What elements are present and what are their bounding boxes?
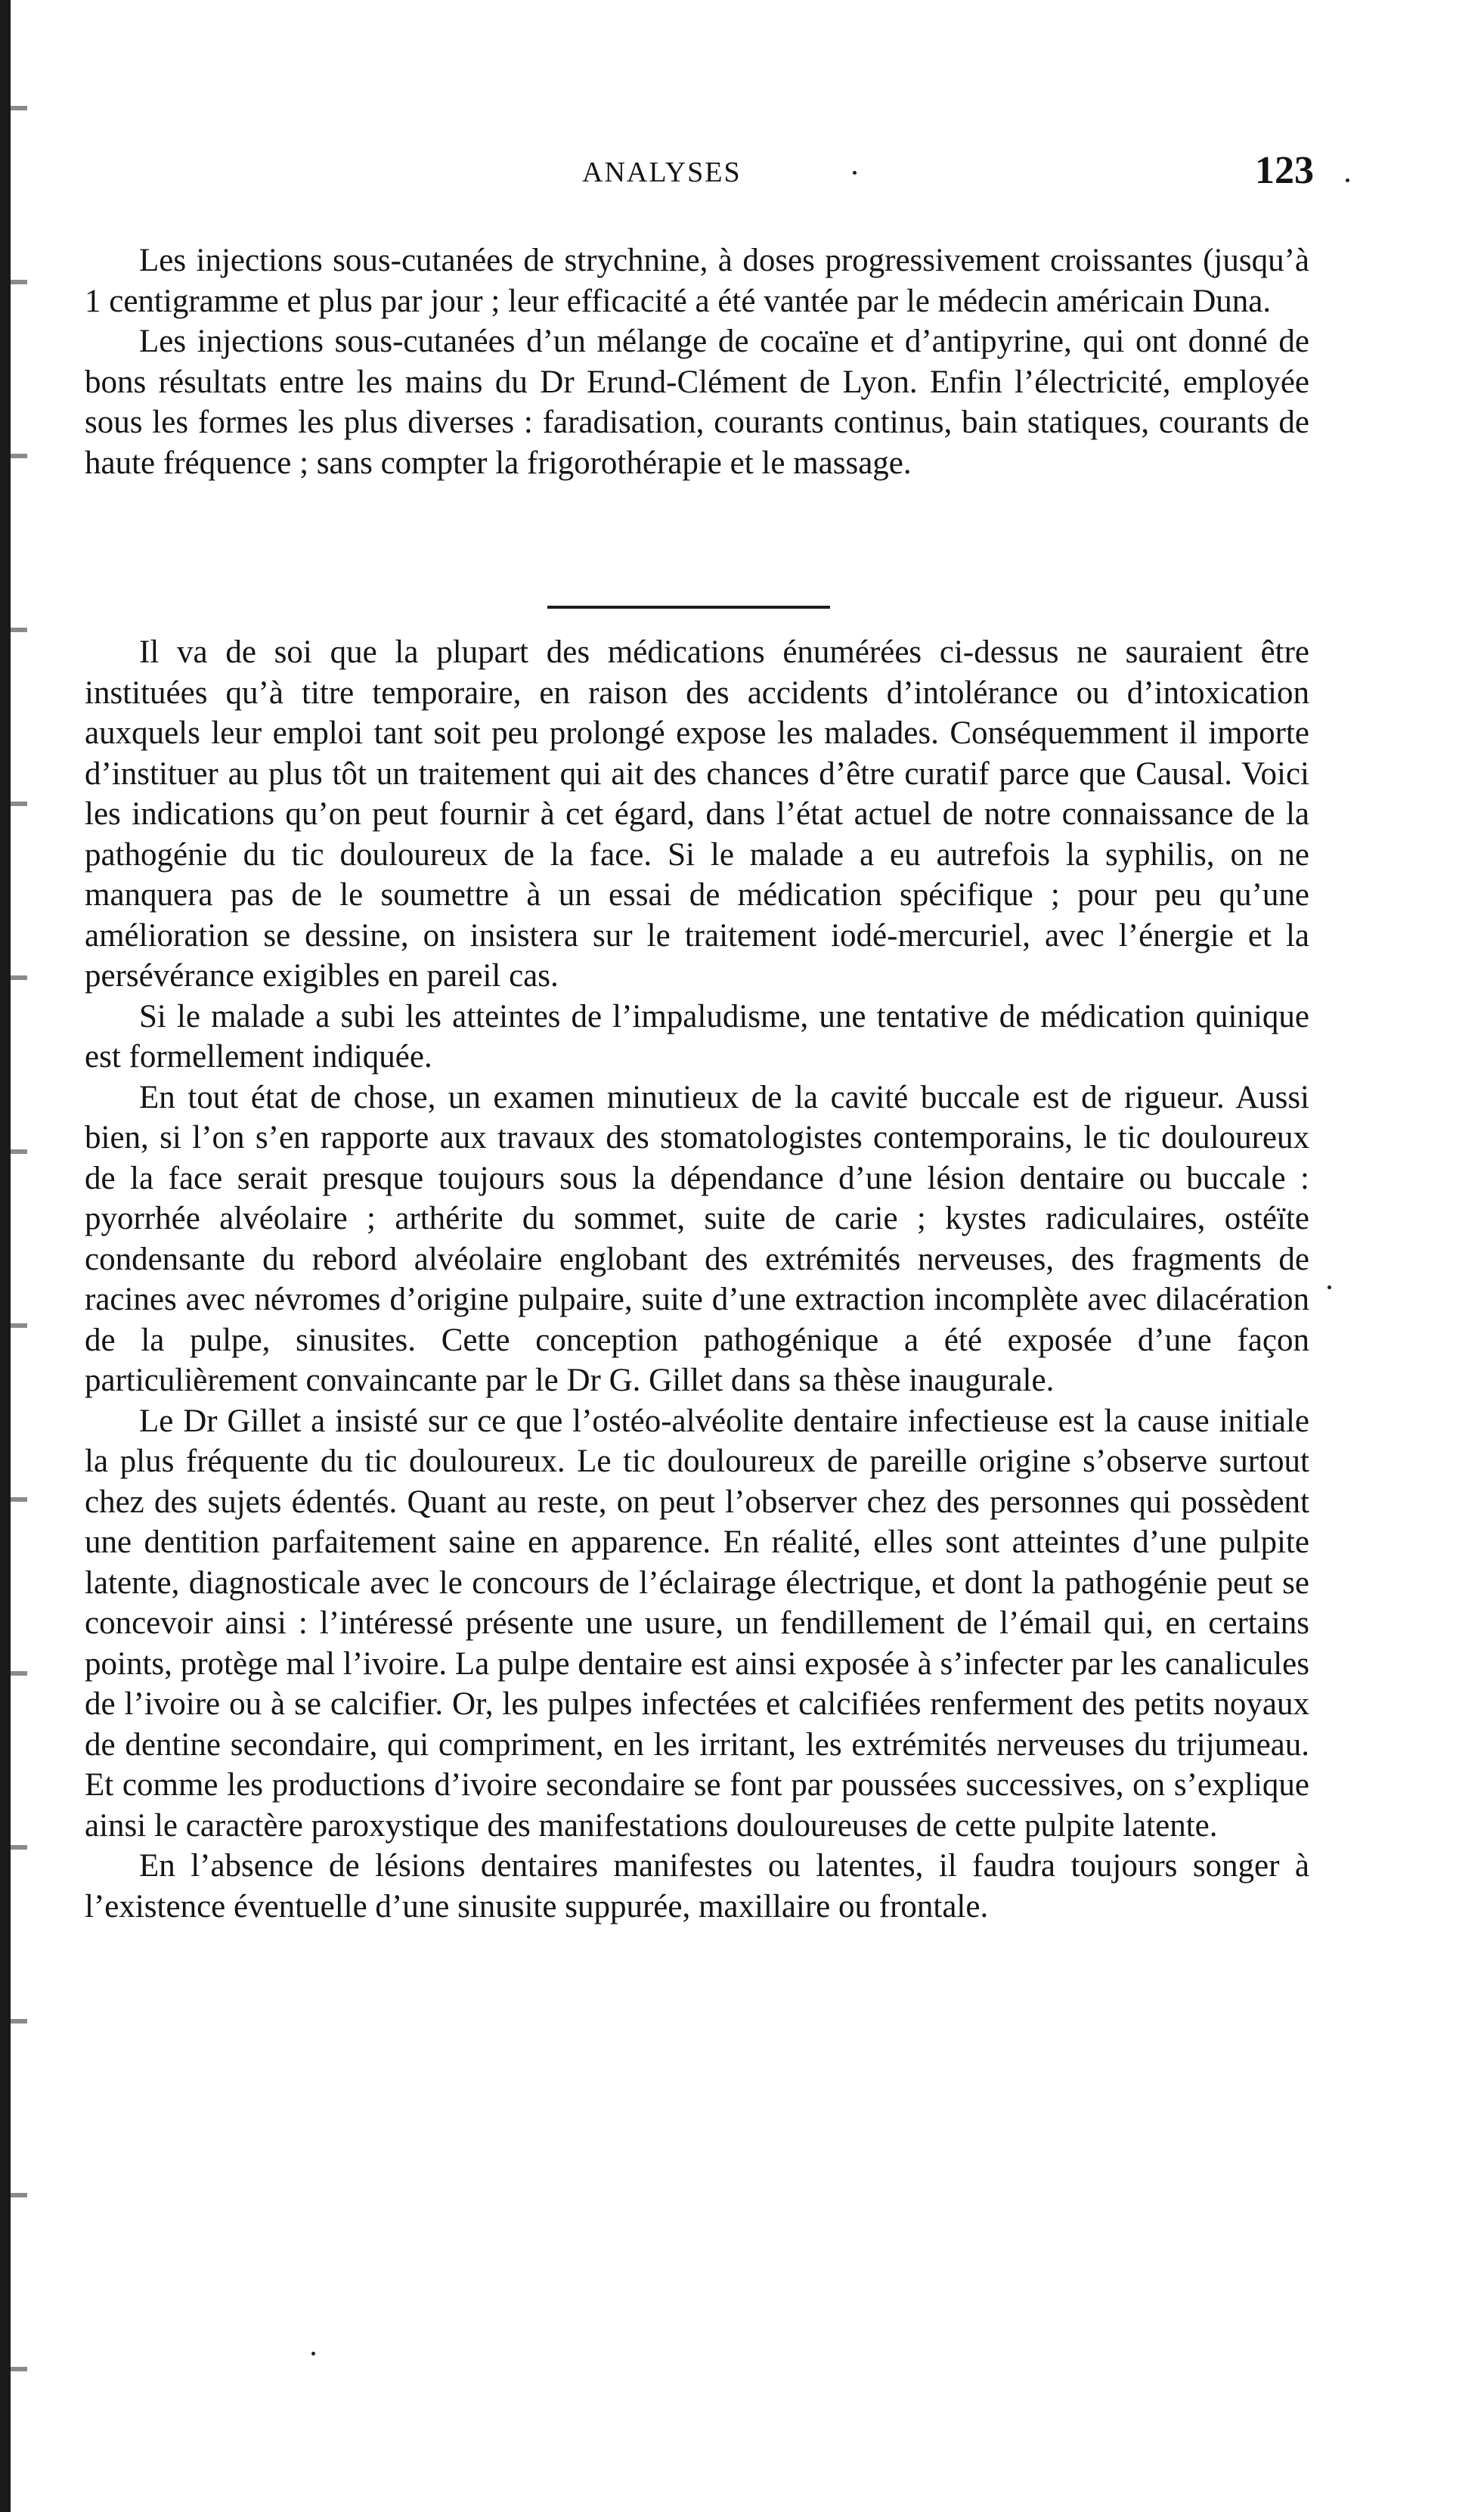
stray-ink-mark: [853, 171, 857, 175]
stray-ink-mark: [1328, 1285, 1331, 1289]
binding-specks: [11, 0, 27, 2512]
paragraph: Il va de soi que la plupart des médications énumérées ci-dessus ne sauraient être instituées qu’à titre temporaire, en raison des accidents d’intolérance ou d’intoxication auxquels leur emploi tant soit peu prolongé expose les malades. Conséquemment il importe d’instituer au plus tôt un traitement qui ait des chances d’être curatif parce que Causal. Voici les indications qu’on peut fournir à cet égard, dans l’état actuel de notre connaissance de la pathogénie du tic douloureux de la face. Si le malade a eu autrefois la syphilis, on ne manquera pas de le soumettre à un essai de médication spécifique ; pour peu qu’une amélioration se dessine, on insistera sur le traitement iodé-mercuriel, avec l’énergie et la persévérance exigibles en pareil cas.: [85, 634, 1309, 994]
paragraph: En l’absence de lésions dentaires manifestes ou latentes, il faudra toujours songer à l’existence éventuelle d’une sinusite suppurée, maxillaire ou frontale.: [85, 1848, 1309, 1924]
paragraph: En tout état de chose, un examen minutieux de la cavité buccale est de rigueur. Aussi bien, si l’on s’en rapporte aux travaux des stomatologistes contemporains, le tic douloureux de la face serait presque toujours sous la dépendance d’une lésion dentaire ou buccale : pyorrhée alvéolaire ; arthérite du sommet, suite de carie ; kystes radiculaires, ostéïte condensante du rebord alvéolaire englobant des extrémités nerveuses, des fragments de racines avec névromes d’origine pulpaire, suite d’une extraction incomplète avec dilacération de la pulpe, sinusites. Cette conception pathogénique a été exposée d’une façon particulièrement convaincante par le Dr G. Gillet dans sa thèse inaugurale.: [85, 1079, 1309, 1398]
paragraph: Les injections sous-cutanées de strychnine, à doses progressivement croissantes (jusqu’à 1 centigramme et plus par jour ; leur efficacité a été vantée par le médecin américain Duna.: [85, 243, 1309, 319]
running-title: ANALYSES: [582, 157, 742, 188]
stray-ink-mark: [311, 2352, 315, 2355]
paragraph: Le Dr Gillet a insisté sur ce que l’ostéo-alvéolite dentaire infectieuse est la cause initiale la plus fréquente du tic douloureux. Le tic douloureux de pareille origine s’observe surtout chez des sujets édentés. Quant au reste, on peut l’observer chez des personnes qui possèdent une dentition parfaitement saine en apparence. En réalité, elles sont atteintes d’une pulpite latente, diagnosticale avec le concours de l’éclairage électrique, et dont la pathogénie peut se concevoir ainsi : l’intéressé présente une usure, un fendillement de l’émail qui, en certains points, protège mal l’ivoire. La pulpe dentaire est ainsi exposée à s’infecter par les canalicules de l’ivoire ou à se calcifier. Or, les pulpes infectées et calcifiées renferment des petits noyaux de dentine secondaire, qui compriment, en les irritant, les extrémités nerveuses du trijumeau. Et comme les productions d’ivoire secondaire se font par poussées successives, on s’explique ainsi le caractère paroxystique des manifestations douloureuses de cette pulpite latente.: [85, 1403, 1309, 1844]
running-header: [0, 149, 1484, 201]
text-section-top: [85, 240, 1309, 483]
section-divider-rule: [547, 606, 830, 609]
paragraph: Si le malade a subi les atteintes de l’impaludisme, une tentative de médication quinique est formellement indiquée.: [85, 998, 1309, 1075]
page-number: 123: [1255, 149, 1314, 192]
paragraph: Les injections sous-cutanées d’un mélange de cocaïne et d’antipyrine, qui ont donné de bons résultats entre les mains du Dr Erund-Clément de Lyon. Enfin l’électricité, employée sous les formes les plus diverses : faradisation, courants continus, bain statiques, courants de haute fréquence ; sans compter la frigorothérapie et le massage.: [85, 324, 1309, 481]
page-binding-edge: [0, 0, 11, 2512]
text-section-main: [85, 632, 1309, 1927]
stray-ink-mark: [1346, 178, 1349, 182]
